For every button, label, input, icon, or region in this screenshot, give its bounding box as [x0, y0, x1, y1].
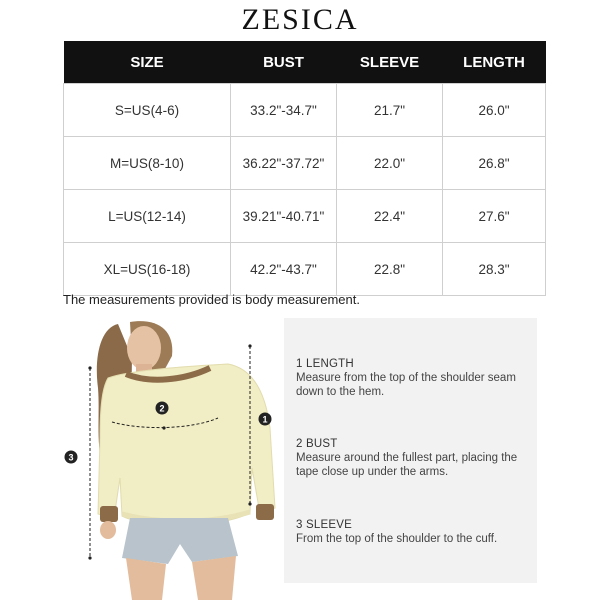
header-size: SIZE [64, 41, 231, 84]
marker-length-label: 1 [262, 414, 268, 425]
length-cell: 26.8" [443, 137, 546, 190]
table-row [64, 84, 546, 137]
bust-cell: 39.21"-40.71" [231, 190, 337, 243]
instruction-title: 3 SLEEVE [296, 519, 352, 531]
instruction-sleeve [296, 518, 528, 546]
size-cell: L=US(12-14) [64, 190, 231, 243]
measurement-note: The measurements provided is body measurement. [63, 292, 360, 307]
size-cell: M=US(8-10) [64, 137, 231, 190]
marker-sleeve-label: 3 [68, 452, 74, 463]
sleeve-cell: 22.4" [337, 190, 443, 243]
instruction-bust [296, 437, 528, 479]
instruction-length [296, 357, 528, 399]
size-cell: S=US(4-6) [64, 84, 231, 137]
table-header-row [64, 41, 546, 84]
instruction-desc: From the top of the shoulder to the cuff. [296, 533, 498, 545]
length-cell: 27.6" [443, 190, 546, 243]
bust-cell: 36.22"-37.72" [231, 137, 337, 190]
table-row [64, 137, 546, 190]
header-sleeve: SLEEVE [337, 41, 443, 84]
sweater-shape [98, 364, 275, 525]
brand-logo: ZESICA [241, 3, 359, 36]
header-bust: BUST [231, 41, 337, 84]
instruction-desc: Measure around the fullest part, placing the tape close up under the arms. [296, 452, 518, 478]
marker-bust-label: 2 [159, 403, 165, 414]
length-cell: 26.0" [443, 84, 546, 137]
instruction-desc: Measure from the top of the shoulder seam down to the hem. [296, 372, 516, 398]
bust-cell: 33.2"-34.7" [231, 84, 337, 137]
shorts-shape [122, 518, 238, 564]
header-length: LENGTH [443, 41, 546, 84]
length-cell: 28.3" [443, 243, 546, 296]
sleeve-cell: 22.8" [337, 243, 443, 296]
size-cell: XL=US(16-18) [64, 243, 231, 296]
table-row [64, 190, 546, 243]
instruction-title: 1 LENGTH [296, 358, 354, 370]
sleeve-cell: 22.0" [337, 137, 443, 190]
measurement-instructions-panel [284, 318, 537, 583]
face-shape [127, 326, 161, 370]
sleeve-cell: 21.7" [337, 84, 443, 137]
right-cuff [256, 504, 274, 520]
left-cuff [100, 506, 118, 522]
instruction-title: 2 BUST [296, 438, 338, 450]
table-row [64, 243, 546, 296]
model-photo [60, 318, 280, 600]
size-chart-table [63, 41, 546, 296]
bust-cell: 42.2"-43.7" [231, 243, 337, 296]
